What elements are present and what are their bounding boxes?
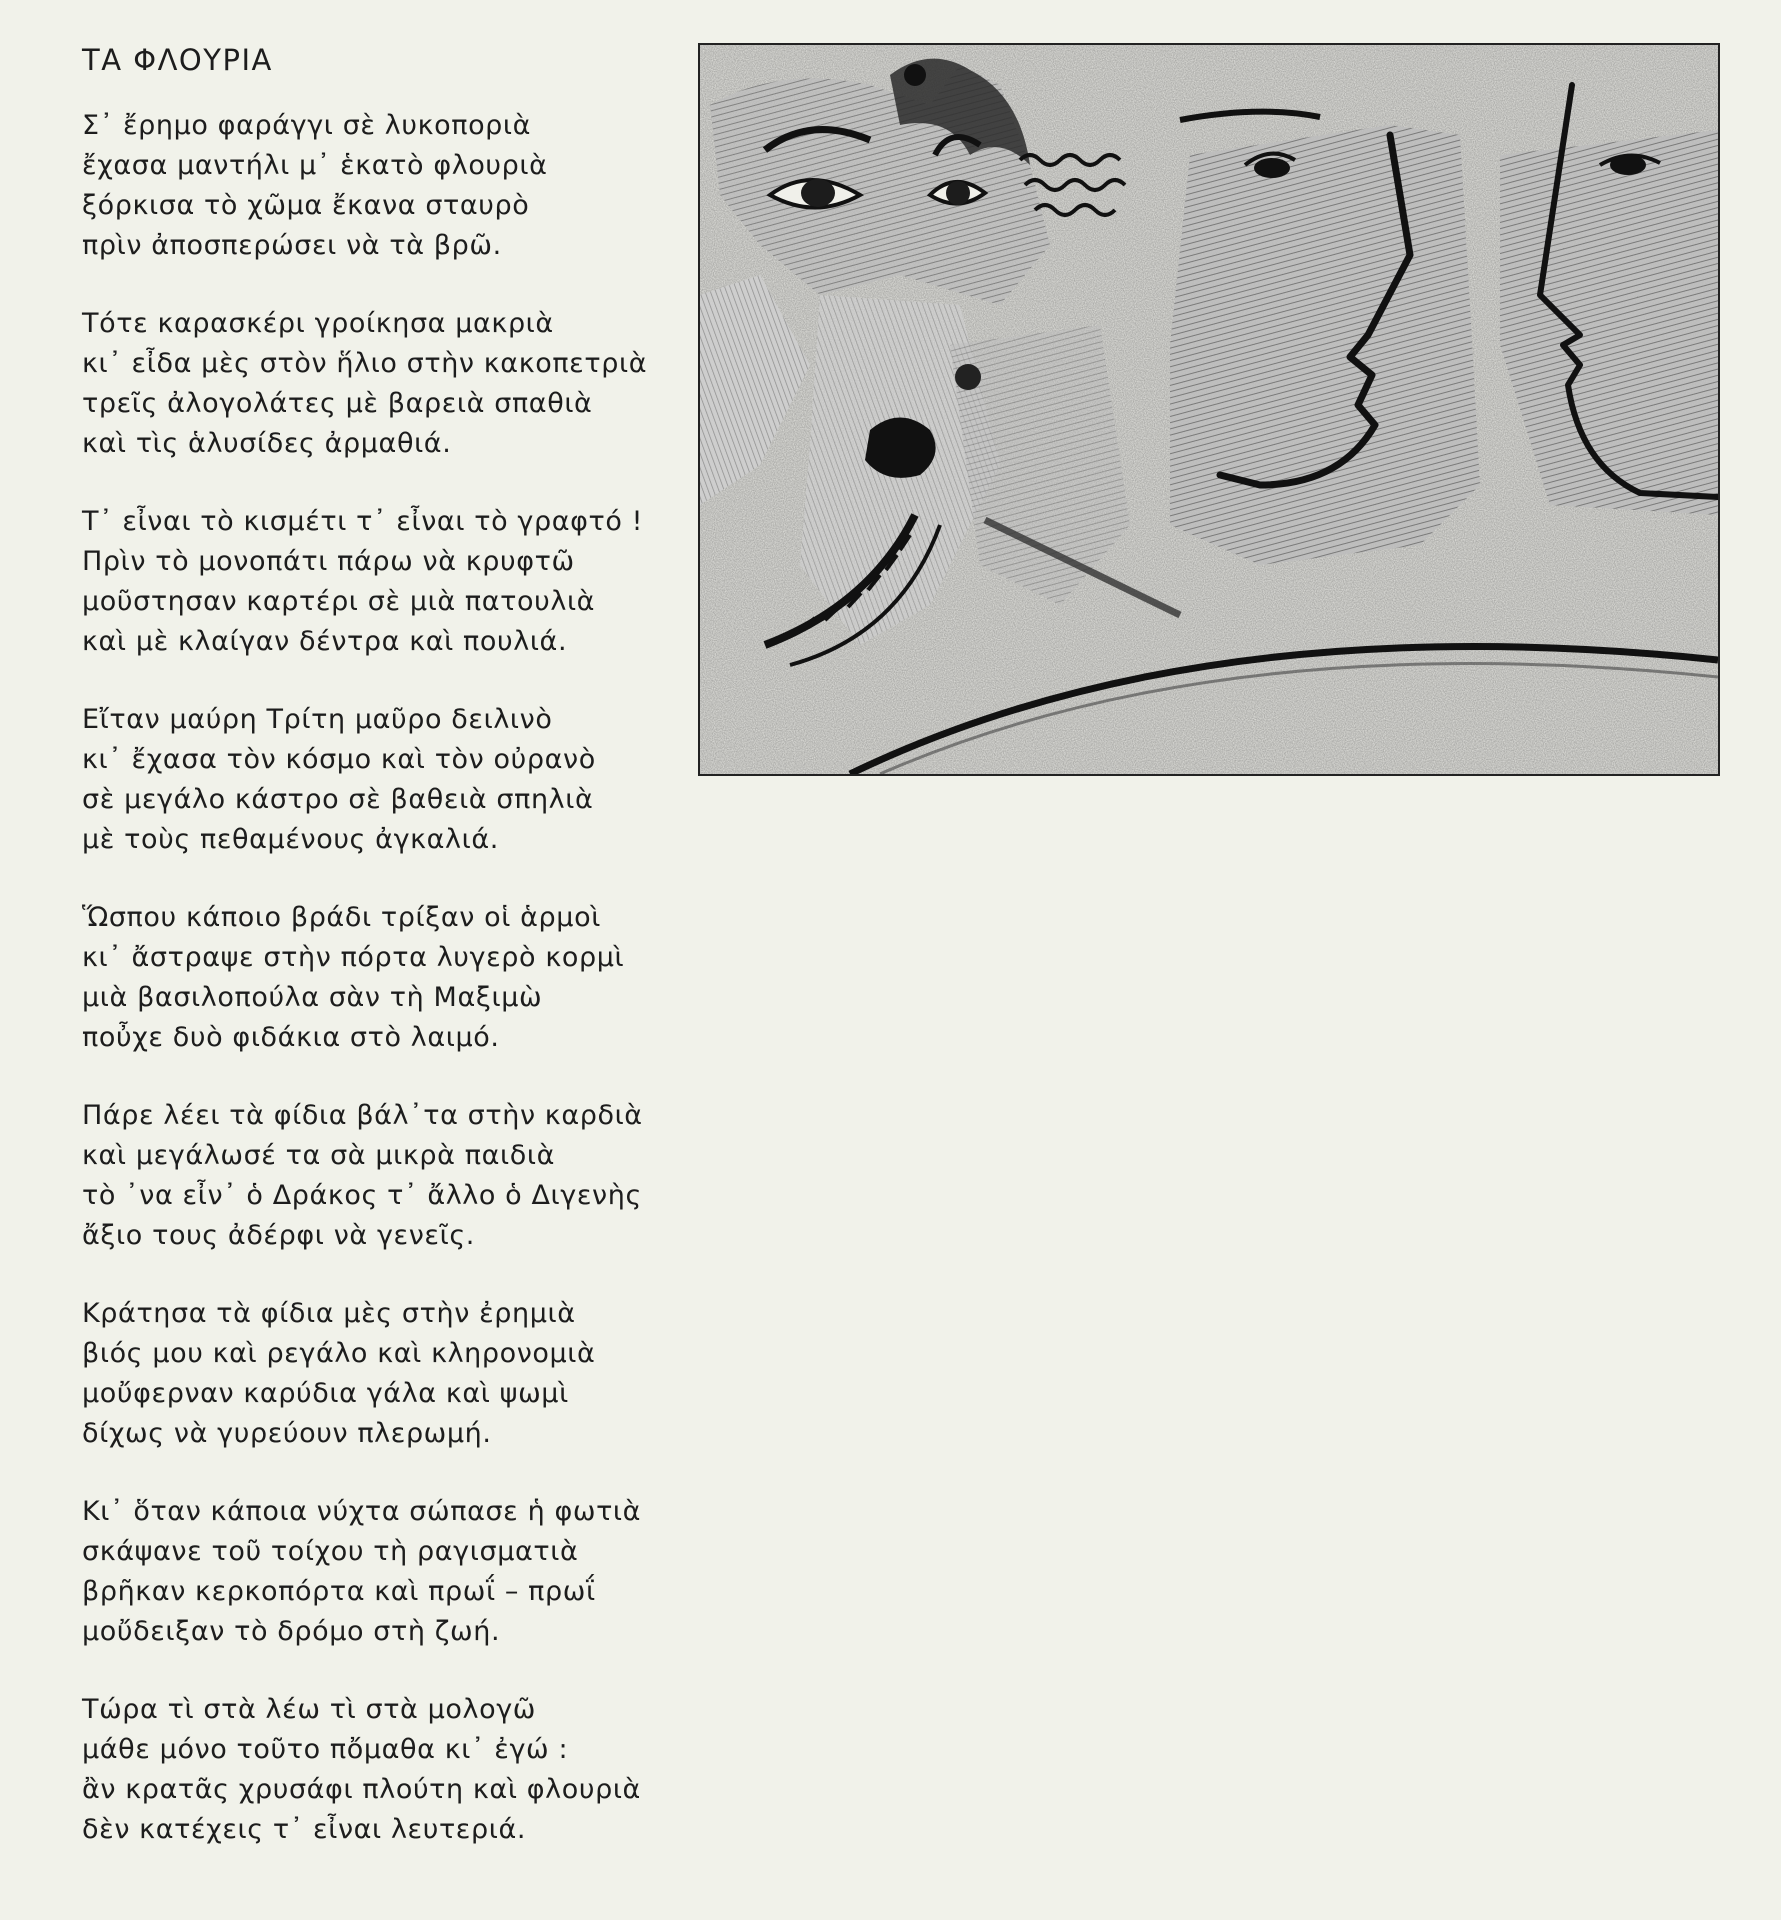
verse-line: Τ᾿ εἶναι τὸ κισμέτι τ᾿ εἶναι τὸ γραφτό ! xyxy=(82,506,644,537)
poem-body xyxy=(82,106,702,1888)
verse-line: μοῦστησαν καρτέρι σὲ μιὰ πατουλιὰ xyxy=(82,586,596,617)
stanza-4 xyxy=(82,700,702,860)
verse-line: μὲ τοὺς πεθαμένους ἀγκαλιά. xyxy=(82,824,499,855)
verse-line: Τότε καρασκέρι γροίκησα μακριὰ xyxy=(82,308,554,339)
verse-line: μιὰ βασιλοπούλα σὰν τὴ Μαξιμὼ xyxy=(82,982,543,1013)
charcoal-drawing-faces-icon xyxy=(700,45,1718,774)
verse-line: κι᾿ ἄστραψε στὴν πόρτα λυγερὸ κορμὶ xyxy=(82,942,625,973)
stanza-3 xyxy=(82,502,702,662)
stanza-1 xyxy=(82,106,702,266)
verse-line: τὸ ᾿να εἶν᾿ ὁ Δράκος τ᾿ ἄλλο ὁ Διγενὴς xyxy=(82,1180,642,1211)
poem-title: ΤΑ ΦΛΟΥΡΙΑ xyxy=(82,43,273,77)
illustration xyxy=(698,43,1720,776)
verse-line: Κι᾿ ὅταν κάποια νύχτα σώπασε ἡ φωτιὰ xyxy=(82,1496,642,1527)
verse-line: Πάρε λέει τὰ φίδια βάλ᾿τα στὴν καρδιὰ xyxy=(82,1100,643,1131)
verse-line: καὶ τὶς ἁλυσίδες ἀρμαθιά. xyxy=(82,428,452,459)
stanza-5 xyxy=(82,898,702,1058)
verse-line: δίχως νὰ γυρεύουν πλερωμή. xyxy=(82,1418,492,1449)
verse-line: μοὔφερναν καρύδια γάλα καὶ ψωμὶ xyxy=(82,1378,569,1409)
verse-line: ξόρκισα τὸ χῶμα ἔκανα σταυρὸ xyxy=(82,190,530,221)
verse-line: μάθε μόνο τοῦτο πὄμαθα κι᾿ ἐγώ : xyxy=(82,1734,569,1765)
verse-line: Ὥσπου κάποιο βράδι τρίξαν οἱ ἁρμοὶ xyxy=(82,902,601,933)
verse-line: κι᾿ ἔχασα τὸν κόσμο καὶ τὸν οὐρανὸ xyxy=(82,744,596,775)
verse-line: σκάψανε τοῦ τοίχου τὴ ραγισματιὰ xyxy=(82,1536,579,1567)
verse-line: ἄξιο τους ἀδέρφι νὰ γενεῖς. xyxy=(82,1220,475,1251)
stanza-6 xyxy=(82,1096,702,1256)
verse-line: Σ᾿ ἔρημο φαράγγι σὲ λυκοποριὰ xyxy=(82,110,532,141)
verse-line: Κράτησα τὰ φίδια μὲς στὴν ἐρημιὰ xyxy=(82,1298,576,1329)
stanza-9 xyxy=(82,1690,702,1850)
verse-line: πρὶν ἀποσπερώσει νὰ τὰ βρῶ. xyxy=(82,230,502,261)
verse-line: βιός μου καὶ ρεγάλο καὶ κληρονομιὰ xyxy=(82,1338,596,1369)
verse-line: καὶ μεγάλωσέ τα σὰ μικρὰ παιδιὰ xyxy=(82,1140,555,1171)
verse-line: καὶ μὲ κλαίγαν δέντρα καὶ πουλιά. xyxy=(82,626,568,657)
verse-line: Εἴταν μαύρη Τρίτη μαῦρο δειλινὸ xyxy=(82,704,553,735)
stanza-7 xyxy=(82,1294,702,1454)
verse-line: Τώρα τὶ στὰ λέω τὶ στὰ μολογῶ xyxy=(82,1694,537,1725)
stanza-8 xyxy=(82,1492,702,1652)
stanza-2 xyxy=(82,304,702,464)
verse-line: κι᾿ εἶδα μὲς στὸν ἥλιο στὴν κακοπετριὰ xyxy=(82,348,648,379)
verse-line: μοὔδειξαν τὸ δρόμο στὴ ζωή. xyxy=(82,1616,501,1647)
verse-line: ἂν κρατᾶς χρυσάφι πλούτη καὶ φλουριὰ xyxy=(82,1774,641,1805)
verse-line: Πρὶν τὸ μονοπάτι πάρω νὰ κρυφτῶ xyxy=(82,546,575,577)
verse-line: δὲν κατέχεις τ᾿ εἶναι λευτεριά. xyxy=(82,1814,527,1845)
verse-line: ἔχασα μαντήλι μ᾿ ἑκατὸ φλουριὰ xyxy=(82,150,548,181)
verse-line: τρεῖς ἀλογολάτες μὲ βαρειὰ σπαθιὰ xyxy=(82,388,593,419)
verse-line: βρῆκαν κερκοπόρτα καὶ πρωΐ – πρωΐ xyxy=(82,1576,596,1607)
verse-line: σὲ μεγάλο κάστρο σὲ βαθειὰ σπηλιὰ xyxy=(82,784,594,815)
verse-line: ποὖχε δυὸ φιδάκια στὸ λαιμό. xyxy=(82,1022,500,1053)
